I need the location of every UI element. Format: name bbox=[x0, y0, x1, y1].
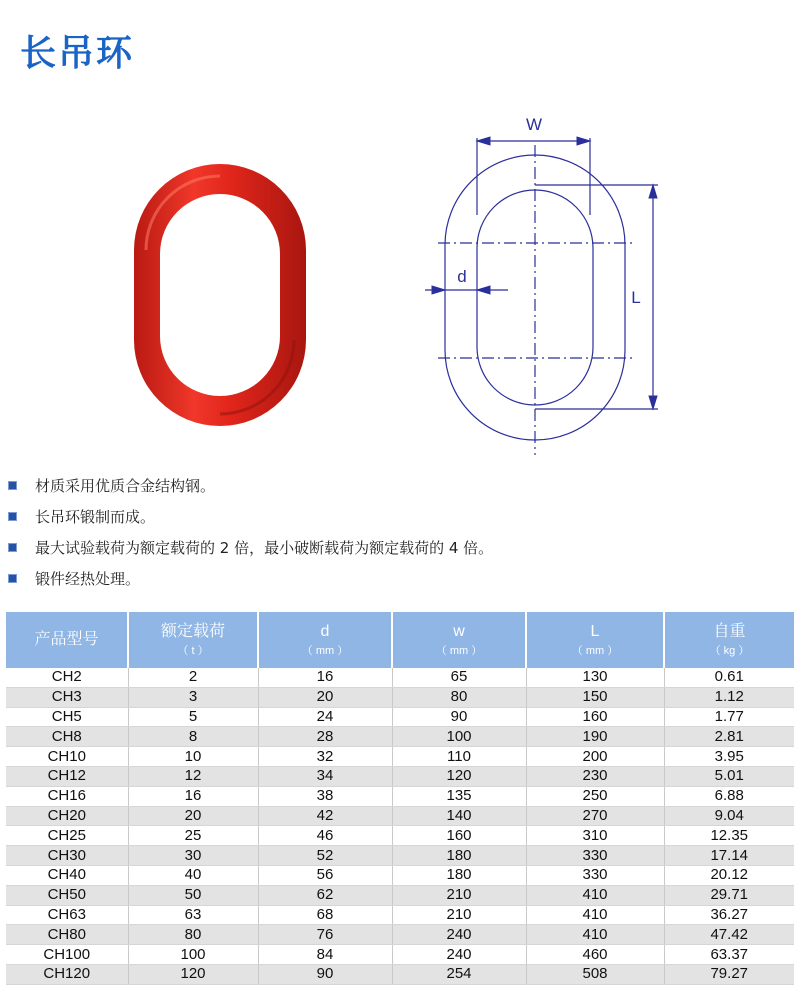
cell-d: 16 bbox=[258, 668, 392, 687]
cell-model: CH3 bbox=[6, 687, 128, 707]
cell-rated-load: 40 bbox=[128, 865, 258, 885]
column-header-d: d （ mm ） bbox=[258, 612, 392, 668]
square-bullet-icon bbox=[8, 481, 17, 490]
cell-d: 38 bbox=[258, 786, 392, 806]
feature-item bbox=[8, 563, 493, 594]
cell-w: 254 bbox=[392, 964, 526, 984]
cell-rated-load: 30 bbox=[128, 846, 258, 866]
cell-l: 410 bbox=[526, 905, 664, 925]
cell-weight: 3.95 bbox=[664, 747, 794, 767]
cell-l: 150 bbox=[526, 687, 664, 707]
cell-w: 140 bbox=[392, 806, 526, 826]
cell-rated-load: 5 bbox=[128, 707, 258, 727]
cell-d: 34 bbox=[258, 766, 392, 786]
cell-weight: 12.35 bbox=[664, 826, 794, 846]
cell-weight: 47.42 bbox=[664, 925, 794, 945]
cell-model: CH2 bbox=[6, 668, 128, 687]
product-image bbox=[120, 150, 320, 440]
cell-rated-load: 63 bbox=[128, 905, 258, 925]
cell-weight: 63.37 bbox=[664, 945, 794, 965]
table-row bbox=[6, 925, 794, 945]
cell-model: CH80 bbox=[6, 925, 128, 945]
cell-l: 200 bbox=[526, 747, 664, 767]
cell-weight: 1.12 bbox=[664, 687, 794, 707]
cell-w: 180 bbox=[392, 846, 526, 866]
table-row bbox=[6, 865, 794, 885]
square-bullet-icon bbox=[8, 543, 17, 552]
page-title: 长吊环 bbox=[20, 33, 135, 74]
cell-w: 210 bbox=[392, 885, 526, 905]
cell-model: CH50 bbox=[6, 885, 128, 905]
table-row bbox=[6, 747, 794, 767]
cell-rated-load: 12 bbox=[128, 766, 258, 786]
cell-l: 250 bbox=[526, 786, 664, 806]
table-row bbox=[6, 687, 794, 707]
cell-d: 52 bbox=[258, 846, 392, 866]
cell-model: CH120 bbox=[6, 964, 128, 984]
cell-model: CH5 bbox=[6, 707, 128, 727]
cell-weight: 17.14 bbox=[664, 846, 794, 866]
cell-model: CH8 bbox=[6, 727, 128, 747]
cell-weight: 0.61 bbox=[664, 668, 794, 687]
table-row bbox=[6, 945, 794, 965]
cell-weight: 20.12 bbox=[664, 865, 794, 885]
cell-model: CH25 bbox=[6, 826, 128, 846]
table-row bbox=[6, 668, 794, 687]
cell-weight: 9.04 bbox=[664, 806, 794, 826]
feature-text: 锻件经热处理。 bbox=[35, 570, 141, 588]
spec-table bbox=[6, 612, 794, 985]
cell-model: CH20 bbox=[6, 806, 128, 826]
cell-rated-load: 8 bbox=[128, 727, 258, 747]
cell-l: 330 bbox=[526, 865, 664, 885]
table-row bbox=[6, 885, 794, 905]
feature-item bbox=[8, 470, 493, 501]
cell-model: CH16 bbox=[6, 786, 128, 806]
table-row bbox=[6, 786, 794, 806]
cell-rated-load: 10 bbox=[128, 747, 258, 767]
cell-l: 410 bbox=[526, 925, 664, 945]
cell-weight: 6.88 bbox=[664, 786, 794, 806]
cell-w: 240 bbox=[392, 945, 526, 965]
table-row bbox=[6, 766, 794, 786]
cell-rated-load: 120 bbox=[128, 964, 258, 984]
cell-w: 160 bbox=[392, 826, 526, 846]
square-bullet-icon bbox=[8, 574, 17, 583]
cell-d: 42 bbox=[258, 806, 392, 826]
cell-l: 190 bbox=[526, 727, 664, 747]
cell-d: 68 bbox=[258, 905, 392, 925]
cell-l: 130 bbox=[526, 668, 664, 687]
cell-rated-load: 25 bbox=[128, 826, 258, 846]
cell-w: 65 bbox=[392, 668, 526, 687]
cell-l: 160 bbox=[526, 707, 664, 727]
column-header-w: w （ mm ） bbox=[392, 612, 526, 668]
table-row bbox=[6, 806, 794, 826]
cell-d: 76 bbox=[258, 925, 392, 945]
dimension-diagram bbox=[410, 100, 680, 465]
cell-weight: 79.27 bbox=[664, 964, 794, 984]
cell-model: CH30 bbox=[6, 846, 128, 866]
cell-d: 20 bbox=[258, 687, 392, 707]
cell-w: 80 bbox=[392, 687, 526, 707]
dimension-label-l: L bbox=[631, 288, 641, 307]
table-body bbox=[6, 668, 794, 984]
cell-l: 230 bbox=[526, 766, 664, 786]
cell-l: 410 bbox=[526, 885, 664, 905]
table-row bbox=[6, 826, 794, 846]
cell-l: 270 bbox=[526, 806, 664, 826]
column-header-l: L （ mm ） bbox=[526, 612, 664, 668]
feature-list bbox=[8, 470, 493, 594]
cell-w: 100 bbox=[392, 727, 526, 747]
cell-w: 180 bbox=[392, 865, 526, 885]
cell-d: 90 bbox=[258, 964, 392, 984]
table-row bbox=[6, 727, 794, 747]
square-bullet-icon bbox=[8, 512, 17, 521]
feature-item bbox=[8, 532, 493, 563]
feature-item bbox=[8, 501, 493, 532]
cell-rated-load: 16 bbox=[128, 786, 258, 806]
cell-rated-load: 20 bbox=[128, 806, 258, 826]
cell-model: CH12 bbox=[6, 766, 128, 786]
cell-rated-load: 80 bbox=[128, 925, 258, 945]
cell-w: 240 bbox=[392, 925, 526, 945]
table-header-row bbox=[6, 612, 794, 668]
feature-text: 材质采用优质合金结构钢。 bbox=[35, 477, 216, 495]
cell-d: 84 bbox=[258, 945, 392, 965]
cell-d: 24 bbox=[258, 707, 392, 727]
feature-text: 长吊环锻制而成。 bbox=[35, 508, 156, 526]
column-header-model: 产品型号 bbox=[6, 612, 128, 668]
cell-weight: 5.01 bbox=[664, 766, 794, 786]
cell-model: CH63 bbox=[6, 905, 128, 925]
cell-rated-load: 3 bbox=[128, 687, 258, 707]
cell-model: CH100 bbox=[6, 945, 128, 965]
cell-d: 62 bbox=[258, 885, 392, 905]
cell-rated-load: 100 bbox=[128, 945, 258, 965]
table-row bbox=[6, 846, 794, 866]
cell-weight: 29.71 bbox=[664, 885, 794, 905]
cell-d: 46 bbox=[258, 826, 392, 846]
column-header-rated-load: 额定载荷 （ t ） bbox=[128, 612, 258, 668]
cell-weight: 1.77 bbox=[664, 707, 794, 727]
cell-rated-load: 2 bbox=[128, 668, 258, 687]
table-row bbox=[6, 905, 794, 925]
cell-w: 110 bbox=[392, 747, 526, 767]
cell-d: 56 bbox=[258, 865, 392, 885]
cell-model: CH10 bbox=[6, 747, 128, 767]
cell-l: 330 bbox=[526, 846, 664, 866]
cell-w: 135 bbox=[392, 786, 526, 806]
cell-weight: 36.27 bbox=[664, 905, 794, 925]
cell-d: 32 bbox=[258, 747, 392, 767]
cell-l: 508 bbox=[526, 964, 664, 984]
cell-l: 310 bbox=[526, 826, 664, 846]
cell-w: 120 bbox=[392, 766, 526, 786]
feature-text: 最大试验载荷为额定载荷的 2 倍，最小破断载荷为额定载荷的 4 倍。 bbox=[35, 539, 494, 557]
dimension-label-w: W bbox=[525, 115, 543, 134]
cell-weight: 2.81 bbox=[664, 727, 794, 747]
table-row bbox=[6, 707, 794, 727]
dimension-label-d: d bbox=[457, 267, 467, 286]
cell-d: 28 bbox=[258, 727, 392, 747]
cell-w: 210 bbox=[392, 905, 526, 925]
column-header-weight: 自重 （ kg ） bbox=[664, 612, 794, 668]
cell-l: 460 bbox=[526, 945, 664, 965]
cell-rated-load: 50 bbox=[128, 885, 258, 905]
cell-model: CH40 bbox=[6, 865, 128, 885]
table-row bbox=[6, 964, 794, 984]
cell-w: 90 bbox=[392, 707, 526, 727]
